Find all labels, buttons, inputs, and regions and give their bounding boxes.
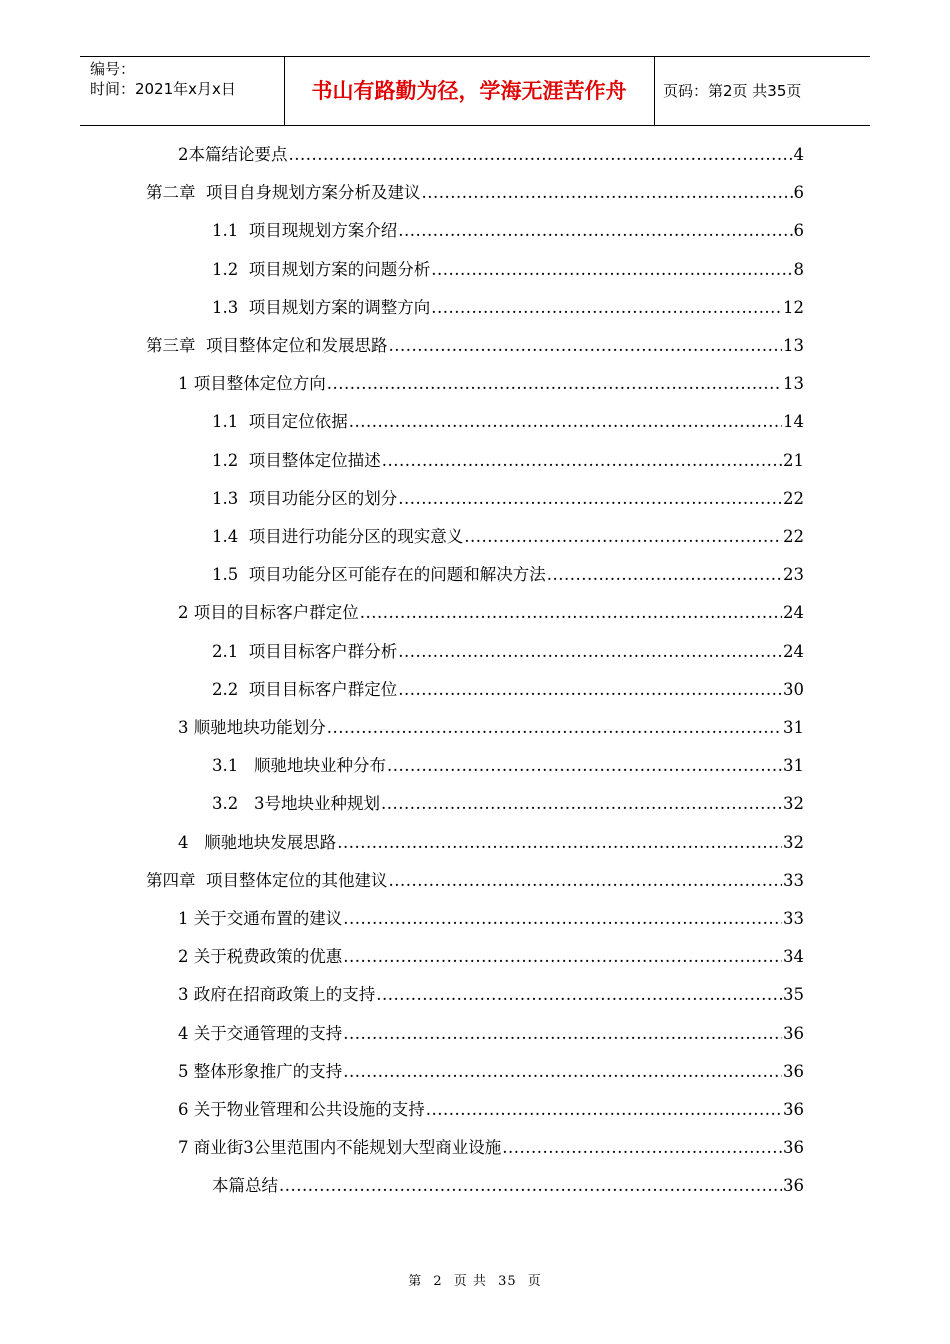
toc-entry-title: 1.3 项目规划方案的调整方向 [212,297,431,317]
toc-entry-title: 1.2 项目规划方案的问题分析 [212,259,431,279]
toc-dot-leader [387,751,782,781]
footer-prefix: 第 [408,1274,423,1289]
toc-entry[interactable] [178,942,804,972]
footer-mid: 页 共 [453,1274,487,1289]
toc-entry-title: 2 关于税费政策的优惠 [178,947,343,967]
toc-entry-title: 1.3 项目功能分区的划分 [212,488,398,508]
toc-entry[interactable] [212,675,804,705]
toc-entry-title: 1.4 项目进行功能分区的现实意义 [212,527,464,546]
toc-entry[interactable] [178,1019,804,1049]
toc-dot-leader [398,637,782,667]
toc-entry-page: 22 [783,488,804,508]
toc-entry-title: 7 商业街3公里范围内不能规划大型商业设施 [178,1138,502,1158]
toc-entry[interactable] [146,331,804,361]
toc-entry[interactable] [178,1133,804,1163]
toc-dot-leader [343,1019,782,1049]
toc-dot-leader [398,675,782,705]
toc-entry-page: 13 [783,374,804,394]
toc-entry-page: 4 [793,145,804,164]
toc-dot-leader [376,980,782,1010]
toc-entry-title: 4 关于交通管理的支持 [178,1023,343,1043]
toc-entry[interactable] [212,751,804,781]
toc-entry[interactable] [178,598,804,628]
toc-dot-leader [398,484,782,514]
toc-entry-title: 3 顺驰地块功能划分 [178,718,326,737]
toc-entry[interactable] [212,560,804,590]
toc-entry-title: 4 顺驰地块发展思路 [178,832,337,852]
toc-entry-page: 13 [783,336,804,355]
toc-entry-page: 36 [783,1138,804,1158]
toc-entry-page: 32 [783,832,804,852]
header-motto: 书山有路勤为径，学海无涯苦作舟 [311,79,627,103]
header-page-info: 页码：第2页 共35页 [663,82,802,100]
toc-dot-leader [426,1095,782,1125]
footer-suffix: 页 [527,1274,542,1289]
toc-entry[interactable] [178,369,804,399]
toc-entry[interactable] [212,293,804,323]
toc-entry-page: 35 [783,985,804,1005]
toc-entry-title: 第二章 项目自身规划方案分析及建议 [146,183,421,203]
toc-dot-leader [547,560,782,590]
page-header [80,56,870,126]
toc-dot-leader [381,789,782,819]
toc-entry-page: 23 [783,565,804,585]
toc-entry-title: 1.1 项目定位依据 [212,412,348,432]
toc-entry-title: 3.2 3号地块业种规划 [212,794,380,814]
toc-entry-title: 1.5 项目功能分区可能存在的问题和解决方法 [212,565,546,585]
toc-entry-page: 33 [783,870,804,890]
toc-entry-page: 33 [783,909,804,928]
toc-dot-leader [389,331,783,361]
toc-entry-title: 6 关于物业管理和公共设施的支持 [178,1100,425,1119]
toc-entry-title: 3.1 顺驰地块业种分布 [212,756,386,776]
toc-entry[interactable] [212,522,804,552]
toc-entry[interactable] [178,828,804,858]
toc-entry-page: 31 [783,756,804,776]
toc-entry-page: 21 [783,450,804,470]
header-meta [90,59,236,99]
toc-dot-leader [349,407,782,437]
toc-entry[interactable] [178,140,804,170]
toc-entry-page: 14 [783,412,804,432]
toc-entry[interactable] [212,637,804,667]
toc-dot-leader [431,255,792,285]
toc-entry-page: 24 [783,603,804,623]
toc-dot-leader [398,216,792,246]
serial-label: 编号： [90,60,136,78]
toc-entry-title: 1 项目整体定位方向 [178,374,326,394]
toc-entry-page: 36 [783,1100,804,1119]
toc-entry-title: 第三章 项目整体定位和发展思路 [146,336,388,355]
toc-entry-page: 36 [783,1023,804,1043]
page-footer [0,1270,950,1289]
toc-entry[interactable] [212,255,804,285]
toc-dot-leader [337,828,782,858]
toc-entry-title: 1.1 项目现规划方案介绍 [212,221,398,241]
toc-entry-title: 2.2 项目目标客户群定位 [212,679,398,699]
toc-entry-title: 第四章 项目整体定位的其他建议 [146,870,388,890]
toc-entry-title: 1.2 项目整体定位描述 [212,450,381,470]
toc-dot-leader [343,1057,782,1087]
toc-entry-page: 32 [783,794,804,814]
toc-dot-leader [279,1171,782,1201]
toc-entry-page: 6 [793,221,804,241]
toc-dot-leader [327,713,782,743]
toc-dot-leader [389,866,783,896]
toc-entry-page: 6 [793,183,804,203]
toc-dot-leader [343,942,782,972]
toc-entry[interactable] [212,407,804,437]
toc-dot-leader [343,904,782,934]
footer-current-page: 2 [433,1274,443,1289]
toc-entry[interactable] [178,904,804,934]
toc-entry[interactable] [212,1171,804,1201]
toc-entry[interactable] [178,1095,804,1125]
toc-entry[interactable] [212,216,804,246]
date-label: 时间：2021年x月x日 [90,80,236,98]
toc-entry[interactable] [146,866,804,896]
toc-entry[interactable] [146,178,804,208]
toc-dot-leader [422,178,793,208]
toc-dot-leader [382,446,782,476]
toc-entry-page: 30 [783,679,804,699]
toc-entry[interactable] [178,980,804,1010]
toc-entry-page: 22 [783,527,804,546]
toc-entry-title: 本篇总结 [212,1176,278,1196]
toc-entry-title: 2.1 项目目标客户群分析 [212,641,398,661]
toc-entry-page: 8 [793,259,804,279]
toc-entry[interactable] [178,1057,804,1087]
toc-entry-page: 24 [783,641,804,661]
toc-entry[interactable] [212,446,804,476]
toc-entry-page: 31 [783,718,804,737]
toc-entry-page: 36 [783,1061,804,1081]
toc-dot-leader [502,1133,782,1163]
toc-entry-title: 1 关于交通布置的建议 [178,909,343,928]
toc-dot-leader [464,522,782,552]
toc-entry-page: 12 [783,297,804,317]
toc-entry-title: 2本篇结论要点 [178,145,288,164]
toc-entry[interactable] [178,713,804,743]
footer-total-pages: 35 [498,1274,517,1289]
toc-entry[interactable] [212,789,804,819]
toc-entry-title: 2 项目的目标客户群定位 [178,603,359,623]
toc-dot-leader [431,293,782,323]
toc-dot-leader [327,369,782,399]
toc-entry[interactable] [212,484,804,514]
toc-dot-leader [360,598,782,628]
header-divider [654,57,655,125]
toc-entry-page: 36 [783,1176,804,1196]
toc-entry-page: 34 [783,947,804,967]
toc-entry-title: 5 整体形象推广的支持 [178,1061,343,1081]
toc-dot-leader [289,140,793,170]
toc-entry-title: 3 政府在招商政策上的支持 [178,985,376,1005]
